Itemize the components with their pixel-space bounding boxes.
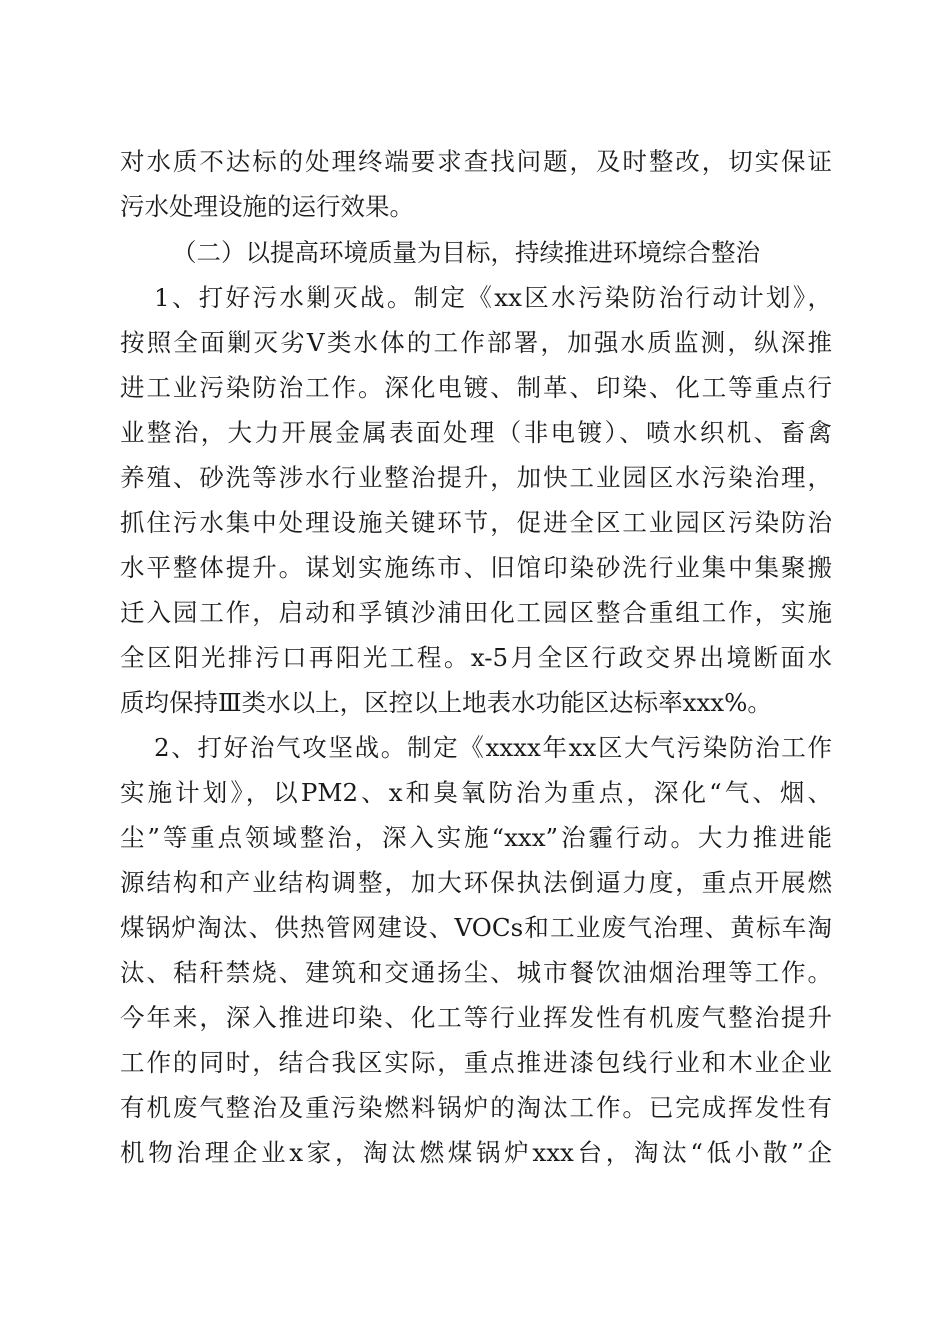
text-line: 汰、秸秆禁烧、建筑和交通扬尘、城市餐饮油烟治理等工作。 (120, 958, 832, 987)
text-line: 质均保持Ⅲ类水以上，区控以上地表水功能区达标率xxx%。 (120, 688, 772, 717)
text-line: 全区阳光排污口再阳光工程。x-5月全区行政交界出境断面水 (120, 643, 832, 672)
text-line: 水平整体提升。谋划实施练市、旧馆印染砂洗行业集中集聚搬 (120, 553, 832, 582)
text-line: 按照全面剿灭劣Ⅴ类水体的工作部署，加强水质监测，纵深推 (120, 328, 832, 357)
text-line: 抓住污水集中处理设施关键环节，促进全区工业园区污染防治 (120, 508, 832, 537)
text-line: 机物治理企业x家，淘汰燃煤锅炉xxx台，淘汰“低小散”企 (120, 1138, 832, 1167)
document-page (120, 0, 832, 1344)
paragraph-start-line: 2、打好治气攻坚战。制定《xxxx年xx区大气污染防治工作 (154, 733, 832, 762)
text-line: 今年来，深入推进印染、化工等行业挥发性有机废气整治提升 (120, 1003, 832, 1032)
paragraph-start-line: 1、打好污水剿灭战。制定《xx区水污染防治行动计划》， (154, 283, 832, 312)
text-line: 对水质不达标的处理终端要求查找问题，及时整改，切实保证 (120, 147, 832, 176)
section-heading: （二）以提高环境质量为目标，持续推进环境综合整治 (172, 238, 760, 267)
text-line: 业整治，大力开展金属表面处理（非电镀）、喷水织机、畜禽 (120, 418, 832, 447)
text-line: 源结构和产业结构调整，加大环保执法倒逼力度，重点开展燃 (120, 868, 832, 897)
text-line: 尘”等重点领域整治，深入实施“xxx”治霾行动。大力推进能 (120, 823, 832, 852)
text-line: 煤锅炉淘汰、供热管网建设、VOCs和工业废气治理、黄标车淘 (120, 913, 832, 942)
text-line: 进工业污染防治工作。深化电镀、制革、印染、化工等重点行 (120, 373, 832, 402)
text-line: 工作的同时，结合我区实际，重点推进漆包线行业和木业企业 (120, 1048, 832, 1077)
text-line: 迁入园工作，启动和孚镇沙浦田化工园区整合重组工作，实施 (120, 598, 832, 627)
text-line: 有机废气整治及重污染燃料锅炉的淘汰工作。已完成挥发性有 (120, 1093, 832, 1122)
text-line: 污水处理设施的运行效果。 (120, 192, 414, 221)
text-line: 养殖、砂洗等涉水行业整治提升，加快工业园区水污染治理， (120, 463, 832, 492)
text-line: 实施计划》，以PM2、x和臭氧防治为重点，深化“气、烟、 (120, 778, 832, 807)
